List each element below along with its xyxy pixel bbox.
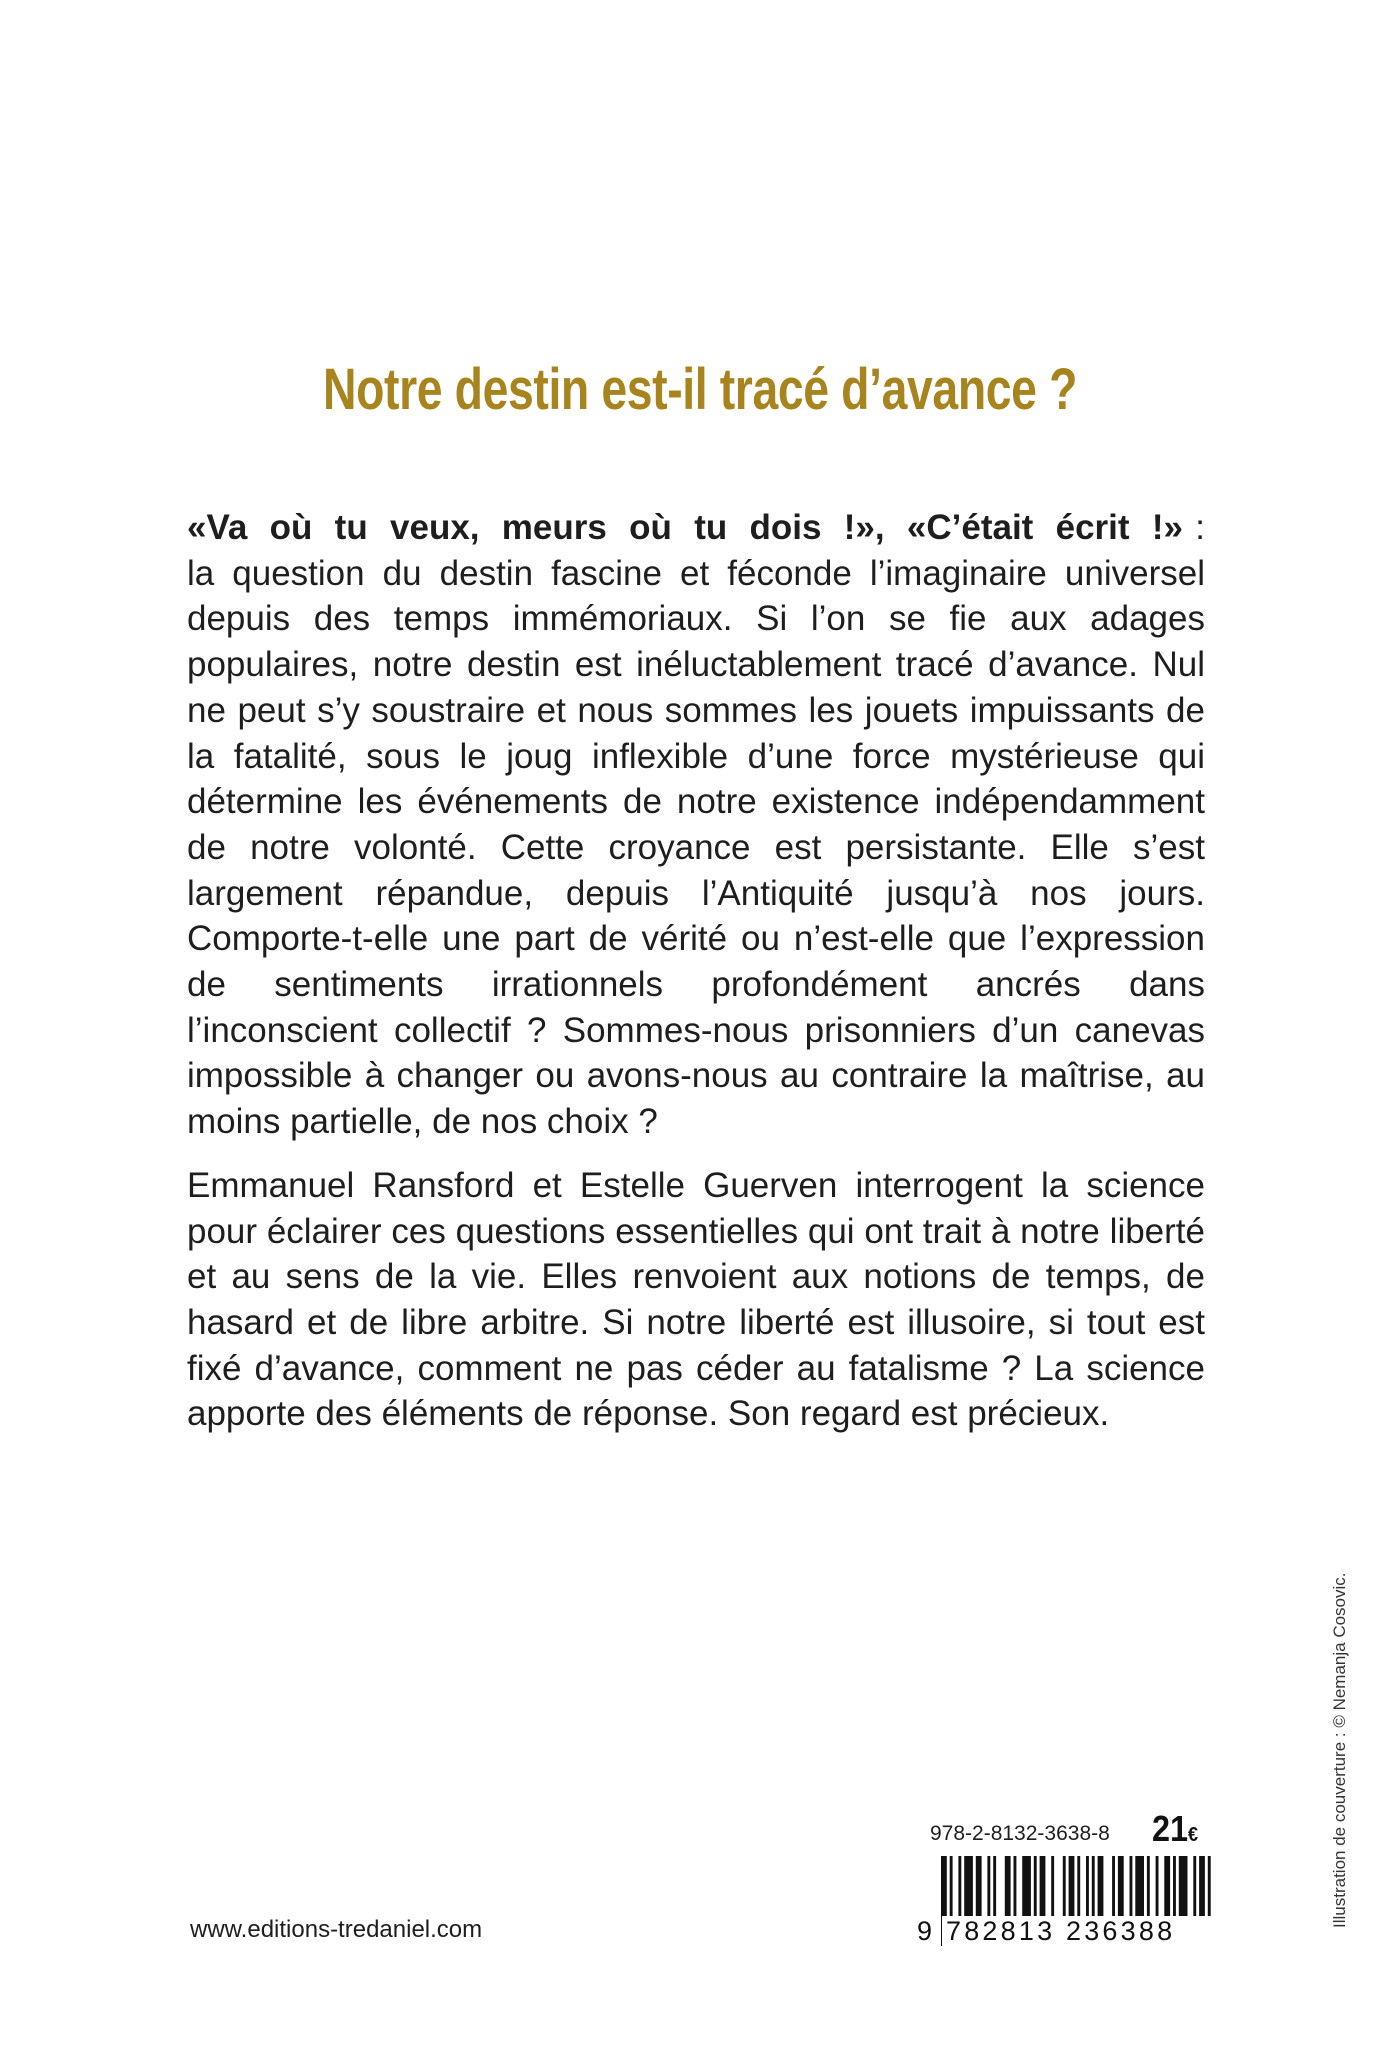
isbn-number: 978-2-8132-3638-8	[930, 1822, 1110, 1845]
cover-illustration-credit: Illustration de couverture : © Nemanja Cosovic.	[1330, 1572, 1349, 1928]
barcode-first-digit: 9	[917, 1916, 933, 1946]
blurb-paragraph-1	[187, 505, 1205, 1145]
isbn-price-block	[930, 1808, 1208, 1854]
book-title: Notre destin est-il tracé d’avance ?	[322, 357, 1078, 422]
price-amount: 21	[1152, 1808, 1189, 1849]
price	[1152, 1808, 1198, 1850]
barcode-digits: 782813 236388	[942, 1916, 1212, 1946]
paragraph-1-text: : la question du destin fascine et féconde l’imaginaire universel depuis des temps immémoriaux. Si l’on se fie aux adages populaires, notre destin est inéluctablement tracé d’avance. Nul ne peut s’y soustraire et nous sommes les jouets impuissants de la fatalité, sous le joug inflexible d’une force mystérieuse qui détermine les événements de notre existence indépendamment de notre volonté. Cette croyance est persistante. Elle s’est largement répandue, depuis l’Antiquité jusqu’à nos jours. Comporte-t-elle une part de vérité ou n’est-elle que l’expression de sentiments irrationnels profondément ancrés dans l’inconscient collectif ? Sommes-nous prisonniers d’un canevas impossible à changer ou avons-nous au contraire la maîtrise, au moins partielle, de nos choix ?	[187, 508, 1205, 1142]
opening-quote: «Va où tu veux, meurs où tu dois !», «C’était écrit !»	[187, 508, 1183, 547]
blurb-paragraph-2: Emmanuel Ransford et Estelle Guerven interrogent la science pour éclairer ces questions essentielles qui ont trait à notre liberté et au sens de la vie. Elles renvoient aux notions de temps, de hasard et de libre arbitre. Si notre liberté est illusoire, si tout est fixé d’avance, comment ne pas céder au fatalisme ? La science apporte des éléments de réponse. Son regard est précieux.	[187, 1165, 1205, 1434]
price-currency: €	[1188, 1824, 1199, 1846]
blurb	[187, 505, 1205, 1437]
publisher-website: www.editions-tredaniel.com	[190, 1916, 483, 1943]
